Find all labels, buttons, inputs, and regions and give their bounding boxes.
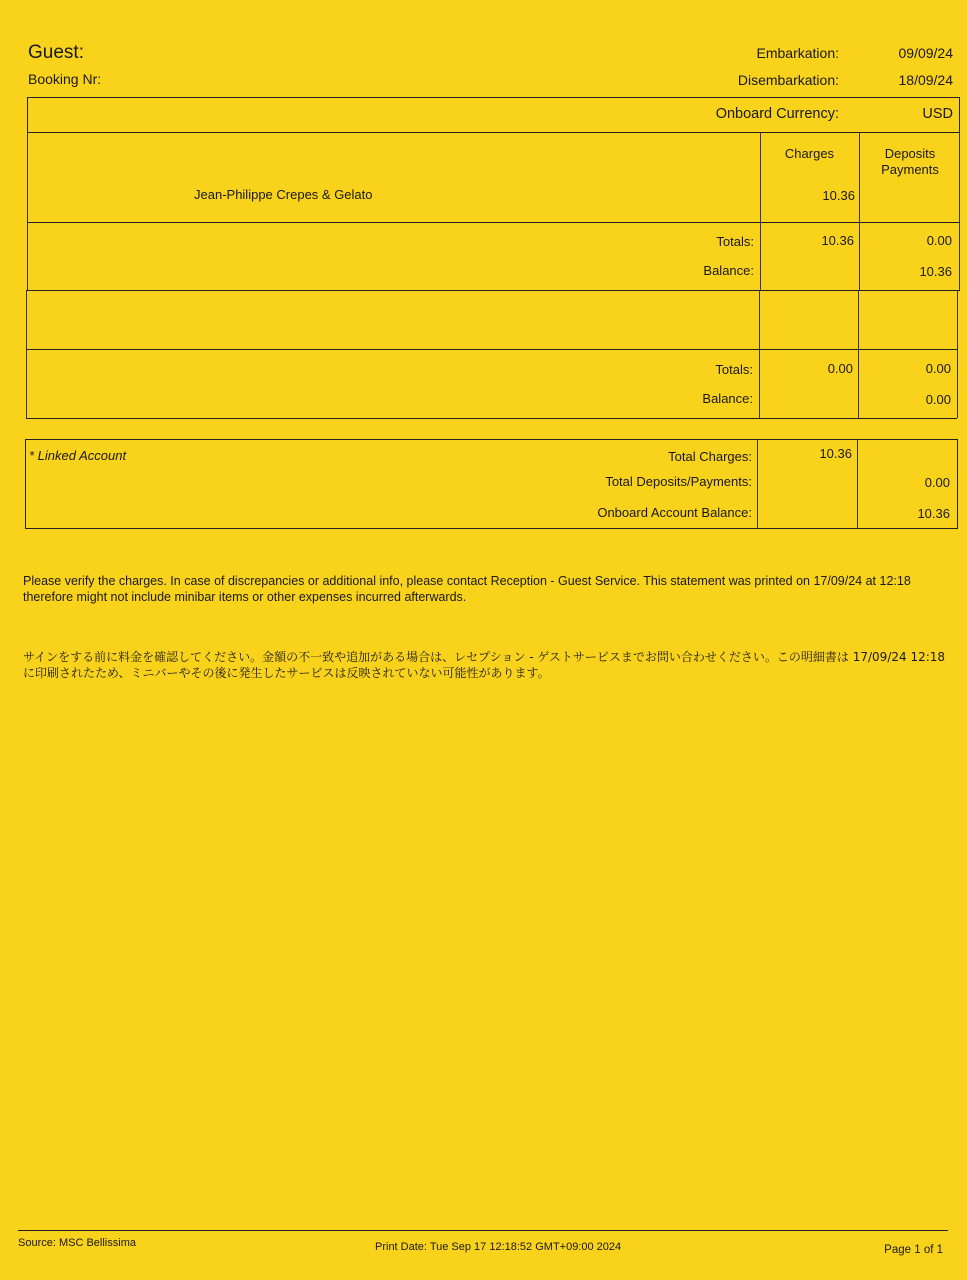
onboard-balance-label: Onboard Account Balance: (597, 505, 752, 520)
notice-english: Please verify the charges. In case of discrepancies or additional info, please contact Reception - Guest Service. This statement was printed on 17/09/24 at 12:18 therefore might not include minibar items or other expenses incurred afterwards. (23, 574, 911, 604)
notice-japanese: サインをする前に料金を確認してください。金額の不一致や追加がある場合は、レセプション - ゲストサービスまでお問い合わせください。この明細書は 17/09/24 12:18に印刷されたため、ミニバーやその後に発生したサービスは反映されていない可能性があります。 (23, 650, 946, 680)
charge-item-description: Jean-Philippe Crepes & Gelato (194, 187, 373, 202)
section2-deposits-divider (858, 290, 859, 418)
total-deposits-label: Total Deposits/Payments: (605, 474, 752, 489)
section2-right-border (957, 290, 958, 418)
total-charges-label: Total Charges: (668, 449, 752, 464)
embarkation-label: Embarkation: (756, 45, 839, 61)
charges-column-header: Charges (784, 146, 835, 161)
section1-left-border (27, 133, 28, 291)
deposits-payments-column-header: Deposits Payments (881, 146, 939, 177)
section1-totals-charges: 10.36 (821, 233, 854, 248)
section2-balance-label: Balance: (702, 391, 753, 406)
section1-totals-label: Totals: (716, 234, 754, 249)
currency-value: USD (922, 106, 953, 122)
section2-totals-deposits: 0.00 (925, 361, 951, 376)
section2-top-border (27, 290, 960, 291)
section2-bottom-border (26, 418, 957, 419)
section1-totals-deposits: 0.00 (926, 233, 952, 248)
embarkation-date: 09/09/24 (898, 45, 953, 61)
disembarkation-date: 18/09/24 (898, 72, 953, 88)
disembarkation-label: Disembarkation: (737, 72, 839, 88)
section2-items-divider (26, 349, 957, 350)
charge-item-amount: 10.36 (822, 188, 855, 203)
onboard-balance-value: 10.36 (917, 506, 950, 521)
footer-page-number: Page 1 of 1 (884, 1244, 943, 1256)
linked-account-note: * Linked Account (29, 448, 127, 463)
total-charges-value: 10.36 (819, 446, 852, 461)
section1-items-divider (27, 222, 960, 223)
total-deposits-value: 0.00 (924, 475, 950, 490)
section1-balance: 10.36 (919, 264, 952, 279)
booking-number-label: Booking Nr: (28, 71, 102, 87)
section2-totals-label: Totals: (715, 362, 753, 377)
section2-balance: 0.00 (925, 392, 951, 407)
footer-print-date: Print Date: Tue Sep 17 12:18:52 GMT+09:00 2024 (375, 1241, 622, 1253)
footer-divider (18, 1230, 948, 1231)
section2-charges-divider (759, 290, 760, 418)
section2-totals-charges: 0.00 (827, 361, 853, 376)
guest-label: Guest: (28, 42, 84, 63)
section1-balance-label: Balance: (703, 263, 754, 278)
onboard-currency-label: Onboard Currency: (715, 106, 839, 122)
section2-left-border (26, 290, 27, 418)
footer-source: Source: MSC Bellissima (18, 1237, 136, 1249)
